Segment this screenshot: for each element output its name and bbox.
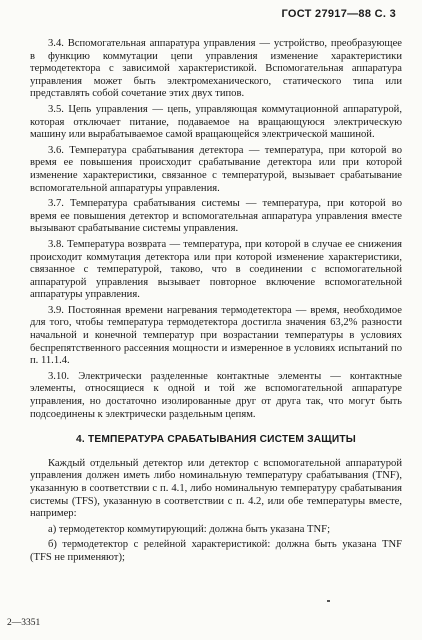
- document-body: [30, 38, 402, 568]
- paragraph-3-9: 3.9. Постоянная времени нагревания термодетектора — время, необходимое для того, чтобы температура термодетектора достигла значения 63,2% разности начальной и конечной температур при возрастании температуры в условиях беспрепятственного рассеяния мощности и измеренное в условиях испытаний по п. 11.1.4.: [30, 304, 402, 367]
- paragraph-3-10: 3.10. Электрически разделенные контактные элементы — контактные элементы, относящиеся к одной и той же вспомогательной аппаратуре управления, но достаточно изолированные друг от друга так, что могут быть подсоединены к электрически раздельным цепям.: [30, 370, 402, 420]
- paragraph-3-6: 3.6. Температура срабатывания детектора — температура, при которой во время ее повышения происходит срабатывание детектора или при которой изменение характеристики, связанное с температурой, вызывает срабатывание вспомогательной аппаратуры управления.: [30, 144, 402, 194]
- paragraph-3-7: 3.7. Температура срабатывания системы — температура, при которой во время ее повышения детектор и вспомогательная аппаратура управления вместе вызывают срабатывание системы управления.: [30, 198, 402, 235]
- paragraph-3-8: 3.8. Температура возврата — температура, при которой в случае ее снижения происходит коммутация детектора или при которой изменение характеристики, связанное с температурой, таково, что в соединении с вспомогательной аппаратурой управления вызывает повторное включение вспомогательной аппаратуры управления.: [30, 238, 402, 301]
- list-item-b: б) термодетектор с релейной характеристикой: должна быть указана TNF (TFS не применяют);: [30, 539, 402, 563]
- scan-speck: [327, 600, 330, 602]
- page-footer-signature: 2—3351: [7, 618, 41, 628]
- list-item-a: а) термодетектор коммутирующий: должна быть указана TNF;: [48, 523, 331, 535]
- section-intro: Каждый отдельный детектор или детектор с вспомогательной аппаратурой управления должен иметь либо номинальную температуру срабатывания (TNF), указанную в соответствии с п. 4.1, либо номинальную температуру срабатывания системы (TFS), указанную в соответствии с п. 4.2, или обе температуры вместе, например:: [30, 457, 402, 520]
- paragraph-3-4: 3.4. Вспомогательная аппаратура управления — устройство, преобразующее в функцию коммутации цепи управления изменение характеристики термодетектора с зависимой характеристикой. Вспомогательная аппаратура управления может быть электромеханического, статического типа или представлять собой сочетание этих двух типов.: [30, 38, 402, 100]
- section-title: 4. ТЕМПЕРАТУРА СРАБАТЫВАНИЯ СИСТЕМ ЗАЩИТЫ: [76, 434, 356, 446]
- paragraph-3-5: 3.5. Цепь управления — цепь, управляющая коммутационной аппаратурой, которая отключает питание, подаваемое на вращающуюся электрическую машину или вырабатываемое самой вращающейся электрической машиной.: [30, 103, 402, 141]
- page-header: ГОСТ 27917—88 С. 3: [281, 8, 396, 20]
